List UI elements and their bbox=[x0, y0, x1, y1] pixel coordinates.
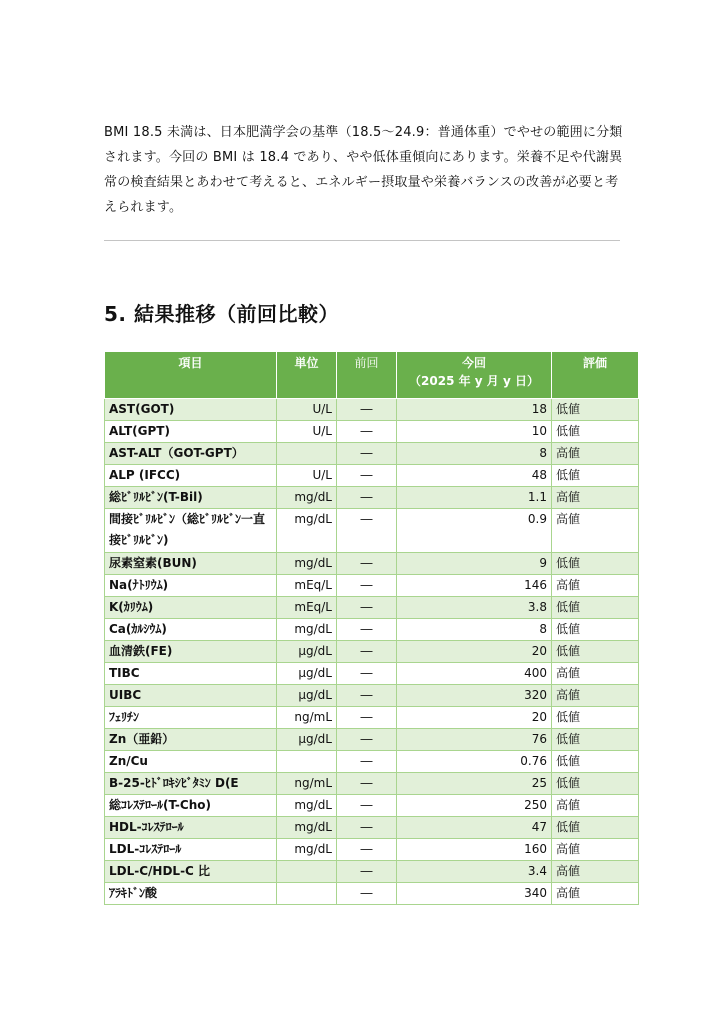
cell-current: 20 bbox=[397, 641, 552, 663]
table-body bbox=[105, 399, 639, 905]
cell-item: UIBC bbox=[105, 685, 277, 707]
cell-current: 9 bbox=[397, 553, 552, 575]
cell-current: 47 bbox=[397, 817, 552, 839]
table-row bbox=[105, 839, 639, 861]
cell-previous: ― bbox=[337, 663, 397, 685]
cell-previous: ― bbox=[337, 795, 397, 817]
cell-current: 400 bbox=[397, 663, 552, 685]
cell-previous: ― bbox=[337, 729, 397, 751]
cell-item: 間接ﾋﾞﾘﾙﾋﾞﾝ（総ﾋﾞﾘﾙﾋﾞﾝ一直接ﾋﾞﾘﾙﾋﾞﾝ) bbox=[105, 509, 277, 553]
cell-item: Zn/Cu bbox=[105, 751, 277, 773]
cell-current: 18 bbox=[397, 399, 552, 421]
cell-item: Ca(ｶﾙｼｳﾑ) bbox=[105, 619, 277, 641]
cell-previous: ― bbox=[337, 619, 397, 641]
cell-previous: ― bbox=[337, 575, 397, 597]
cell-current: 250 bbox=[397, 795, 552, 817]
cell-current: 320 bbox=[397, 685, 552, 707]
cell-previous: ― bbox=[337, 465, 397, 487]
table-row bbox=[105, 861, 639, 883]
cell-unit: U/L bbox=[277, 465, 337, 487]
cell-previous: ― bbox=[337, 817, 397, 839]
cell-unit: μg/dL bbox=[277, 729, 337, 751]
cell-evaluation: 低値 bbox=[552, 465, 639, 487]
cell-item: AST(GOT) bbox=[105, 399, 277, 421]
header-previous: 前回 bbox=[337, 352, 397, 399]
cell-item: HDL-ｺﾚｽﾃﾛｰﾙ bbox=[105, 817, 277, 839]
cell-item: Zn（亜鉛） bbox=[105, 729, 277, 751]
table-row bbox=[105, 597, 639, 619]
table-row bbox=[105, 817, 639, 839]
table-row bbox=[105, 443, 639, 465]
table-row bbox=[105, 553, 639, 575]
cell-unit: mg/dL bbox=[277, 839, 337, 861]
table-row bbox=[105, 465, 639, 487]
cell-current: 0.76 bbox=[397, 751, 552, 773]
cell-evaluation: 高値 bbox=[552, 685, 639, 707]
section-divider bbox=[104, 240, 620, 241]
cell-evaluation: 高値 bbox=[552, 575, 639, 597]
cell-evaluation: 低値 bbox=[552, 641, 639, 663]
header-evaluation: 評価 bbox=[552, 352, 639, 399]
cell-evaluation: 低値 bbox=[552, 729, 639, 751]
cell-unit: ng/mL bbox=[277, 773, 337, 795]
cell-unit: mg/dL bbox=[277, 795, 337, 817]
cell-item: Na(ﾅﾄﾘｳﾑ) bbox=[105, 575, 277, 597]
cell-previous: ― bbox=[337, 773, 397, 795]
cell-unit: mg/dL bbox=[277, 619, 337, 641]
cell-item: 尿素窒素(BUN) bbox=[105, 553, 277, 575]
table-row bbox=[105, 575, 639, 597]
cell-evaluation: 低値 bbox=[552, 597, 639, 619]
header-current-date: （2025 年 y 月 y 日） bbox=[409, 374, 539, 388]
cell-unit: mg/dL bbox=[277, 509, 337, 553]
cell-current: 8 bbox=[397, 443, 552, 465]
table-row bbox=[105, 487, 639, 509]
cell-current: 76 bbox=[397, 729, 552, 751]
cell-item: K(ｶﾘｳﾑ) bbox=[105, 597, 277, 619]
cell-unit bbox=[277, 443, 337, 465]
cell-unit bbox=[277, 883, 337, 905]
cell-unit bbox=[277, 861, 337, 883]
cell-previous: ― bbox=[337, 883, 397, 905]
header-unit: 単位 bbox=[277, 352, 337, 399]
cell-evaluation: 低値 bbox=[552, 399, 639, 421]
table-row bbox=[105, 773, 639, 795]
table-row bbox=[105, 421, 639, 443]
cell-evaluation: 高値 bbox=[552, 487, 639, 509]
cell-item: 総ﾋﾞﾘﾙﾋﾞﾝ(T-Bil) bbox=[105, 487, 277, 509]
cell-previous: ― bbox=[337, 641, 397, 663]
cell-unit: μg/dL bbox=[277, 641, 337, 663]
cell-item: LDL-C/HDL-C 比 bbox=[105, 861, 277, 883]
cell-previous: ― bbox=[337, 707, 397, 729]
cell-previous: ― bbox=[337, 751, 397, 773]
cell-unit: ng/mL bbox=[277, 707, 337, 729]
cell-evaluation: 高値 bbox=[552, 883, 639, 905]
cell-item: B-25-ﾋﾄﾞﾛｷｼﾋﾞﾀﾐﾝ D(E bbox=[105, 773, 277, 795]
cell-previous: ― bbox=[337, 509, 397, 553]
cell-unit: mEq/L bbox=[277, 597, 337, 619]
cell-item: TIBC bbox=[105, 663, 277, 685]
cell-current: 160 bbox=[397, 839, 552, 861]
table-header-row bbox=[105, 352, 639, 399]
cell-current: 3.8 bbox=[397, 597, 552, 619]
table-row bbox=[105, 685, 639, 707]
cell-item: ｱﾗｷﾄﾞﾝ酸 bbox=[105, 883, 277, 905]
cell-item: ﾌｪﾘﾁﾝ bbox=[105, 707, 277, 729]
cell-current: 25 bbox=[397, 773, 552, 795]
header-item: 項目 bbox=[105, 352, 277, 399]
table-row bbox=[105, 509, 639, 553]
cell-item: ALP (IFCC) bbox=[105, 465, 277, 487]
cell-item: LDL-ｺﾚｽﾃﾛｰﾙ bbox=[105, 839, 277, 861]
cell-current: 146 bbox=[397, 575, 552, 597]
cell-evaluation: 低値 bbox=[552, 817, 639, 839]
cell-current: 10 bbox=[397, 421, 552, 443]
cell-item: AST-ALT（GOT-GPT） bbox=[105, 443, 277, 465]
cell-evaluation: 低値 bbox=[552, 773, 639, 795]
cell-item: 血清鉄(FE) bbox=[105, 641, 277, 663]
cell-evaluation: 低値 bbox=[552, 421, 639, 443]
cell-current: 340 bbox=[397, 883, 552, 905]
table-row bbox=[105, 751, 639, 773]
cell-evaluation: 低値 bbox=[552, 751, 639, 773]
table-row bbox=[105, 883, 639, 905]
table-row bbox=[105, 663, 639, 685]
cell-previous: ― bbox=[337, 553, 397, 575]
cell-item: ALT(GPT) bbox=[105, 421, 277, 443]
cell-evaluation: 高値 bbox=[552, 443, 639, 465]
table-row bbox=[105, 641, 639, 663]
cell-current: 1.1 bbox=[397, 487, 552, 509]
cell-evaluation: 高値 bbox=[552, 861, 639, 883]
cell-previous: ― bbox=[337, 399, 397, 421]
cell-evaluation: 高値 bbox=[552, 509, 639, 553]
cell-evaluation: 低値 bbox=[552, 619, 639, 641]
cell-previous: ― bbox=[337, 685, 397, 707]
cell-current: 48 bbox=[397, 465, 552, 487]
cell-current: 3.4 bbox=[397, 861, 552, 883]
cell-unit: U/L bbox=[277, 421, 337, 443]
cell-current: 20 bbox=[397, 707, 552, 729]
header-current bbox=[397, 352, 552, 399]
cell-unit: U/L bbox=[277, 399, 337, 421]
cell-previous: ― bbox=[337, 861, 397, 883]
cell-unit: mEq/L bbox=[277, 575, 337, 597]
cell-unit: mg/dL bbox=[277, 487, 337, 509]
cell-previous: ― bbox=[337, 487, 397, 509]
header-current-label: 今回 bbox=[461, 356, 486, 370]
cell-unit: μg/dL bbox=[277, 685, 337, 707]
cell-current: 0.9 bbox=[397, 509, 552, 553]
results-comparison-table bbox=[104, 351, 639, 905]
table-row bbox=[105, 707, 639, 729]
bmi-explanation-paragraph: BMI 18.5 未満は、日本肥満学会の基準（18.5〜24.9：普通体重）でやせの範囲に分類されます。今回の BMI は 18.4 であり、やや低体重傾向にあります。栄養不足や代謝異常の検査結果とあわせて考えると、エネルギー摂取量や栄養バランスの改善が必要と考えられます。 bbox=[104, 125, 623, 215]
cell-previous: ― bbox=[337, 597, 397, 619]
table-row bbox=[105, 619, 639, 641]
table-row bbox=[105, 729, 639, 751]
cell-previous: ― bbox=[337, 421, 397, 443]
cell-previous: ― bbox=[337, 839, 397, 861]
cell-current: 8 bbox=[397, 619, 552, 641]
cell-unit bbox=[277, 751, 337, 773]
table-row bbox=[105, 795, 639, 817]
cell-unit: mg/dL bbox=[277, 553, 337, 575]
section-title: 5. 結果推移（前回比較） bbox=[104, 302, 339, 326]
cell-evaluation: 低値 bbox=[552, 553, 639, 575]
cell-unit: μg/dL bbox=[277, 663, 337, 685]
cell-evaluation: 高値 bbox=[552, 663, 639, 685]
cell-previous: ― bbox=[337, 443, 397, 465]
table-row bbox=[105, 399, 639, 421]
cell-evaluation: 高値 bbox=[552, 839, 639, 861]
cell-evaluation: 低値 bbox=[552, 707, 639, 729]
cell-unit: mg/dL bbox=[277, 817, 337, 839]
cell-evaluation: 高値 bbox=[552, 795, 639, 817]
cell-item: 総ｺﾚｽﾃﾛｰﾙ(T-Cho) bbox=[105, 795, 277, 817]
